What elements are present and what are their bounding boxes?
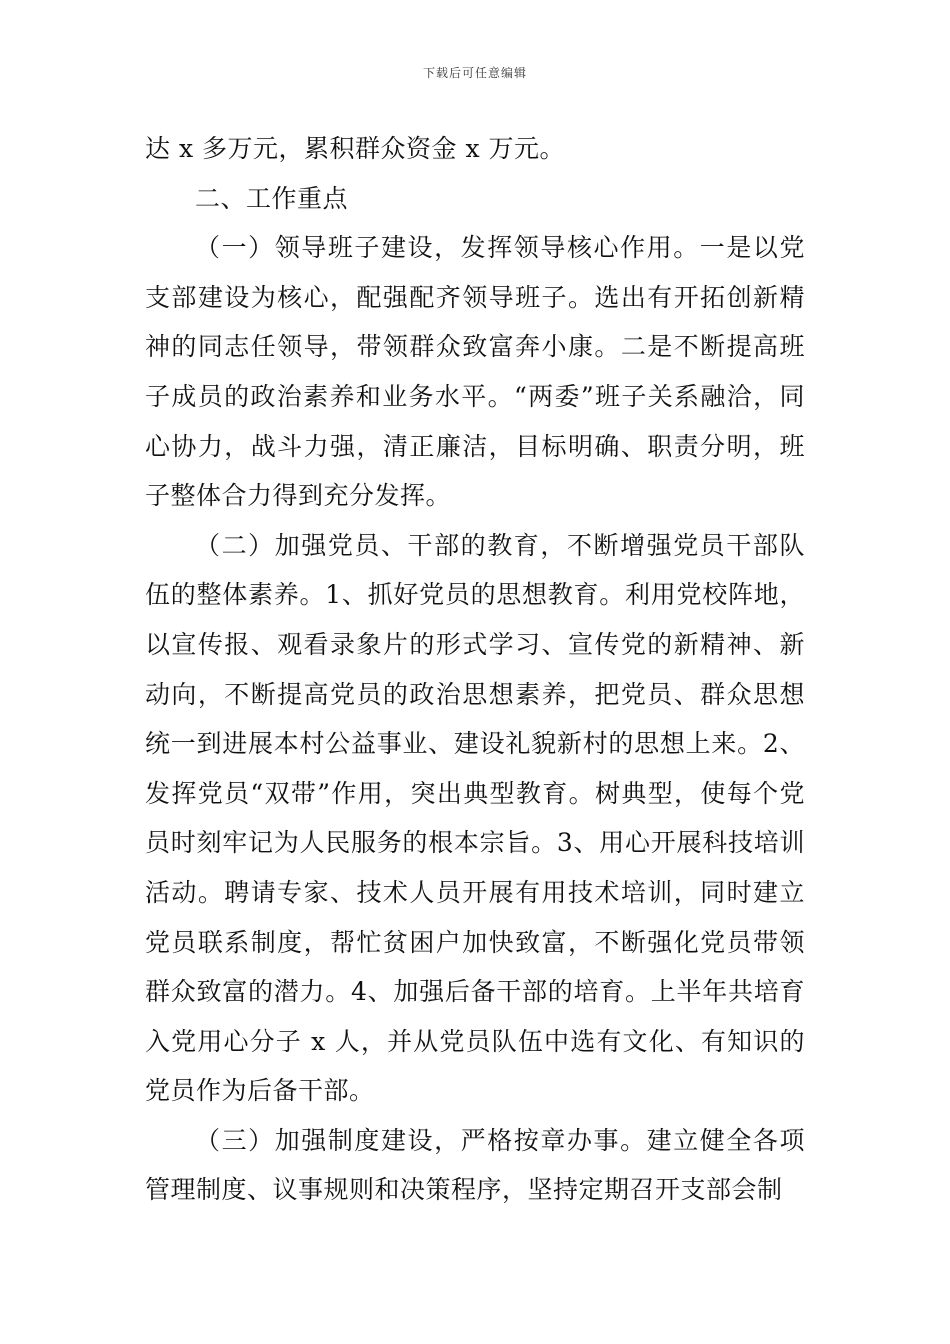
document-body — [145, 124, 805, 1215]
paragraph-education: （二）加强党员、干部的教育，不断增强党员干部队伍的整体素养。1、抓好党员的思想教育。利用党校阵地，以宣传报、观看录象片的形式学习、宣传党的新精神、新动向，不断提高党员的政治思想素养，把党员、群众思想统一到进展本村公益事业、建设礼貌新村的思想上来。2、发挥党员“双带”作用，突出典型教育。树典型，使每个党员时刻牢记为人民服务的根本宗旨。3、用心开展科技培训活动。聘请专家、技术人员开展有用技术培训，同时建立党员联系制度，帮忙贫困户加快致富，不断强化党员带领群众致富的潜力。4、加强后备干部的培育。上半年共培育入党用心分子 x 人，并从党员队伍中选有文化、有知识的党员作为后备干部。 — [145, 530, 805, 1106]
page-header: 下载后可任意编辑 — [422, 66, 527, 80]
paragraph-funds-continuation: 达 x 多万元，累积群众资金 x 万元。 — [145, 134, 565, 163]
paragraph-system-building: （三）加强制度建设，严格按章办事。建立健全各项管理制度、议事规则和决策程序，坚持定期召开支部会制 — [145, 1125, 805, 1205]
paragraph-leadership: （一）领导班子建设，发挥领导核心作用。一是以党支部建设为核心，配强配齐领导班子。选出有开拓创新精神的同志任领导，带领群众致富奔小康。二是不断提高班子成员的政治素养和业务水平。“两委”班子关系融洽，同心协力，战斗力强，清正廉洁，目标明确、职责分明，班子整体合力得到充分发挥。 — [145, 233, 805, 511]
section-heading-work-focus: 二、工作重点 — [195, 183, 349, 213]
